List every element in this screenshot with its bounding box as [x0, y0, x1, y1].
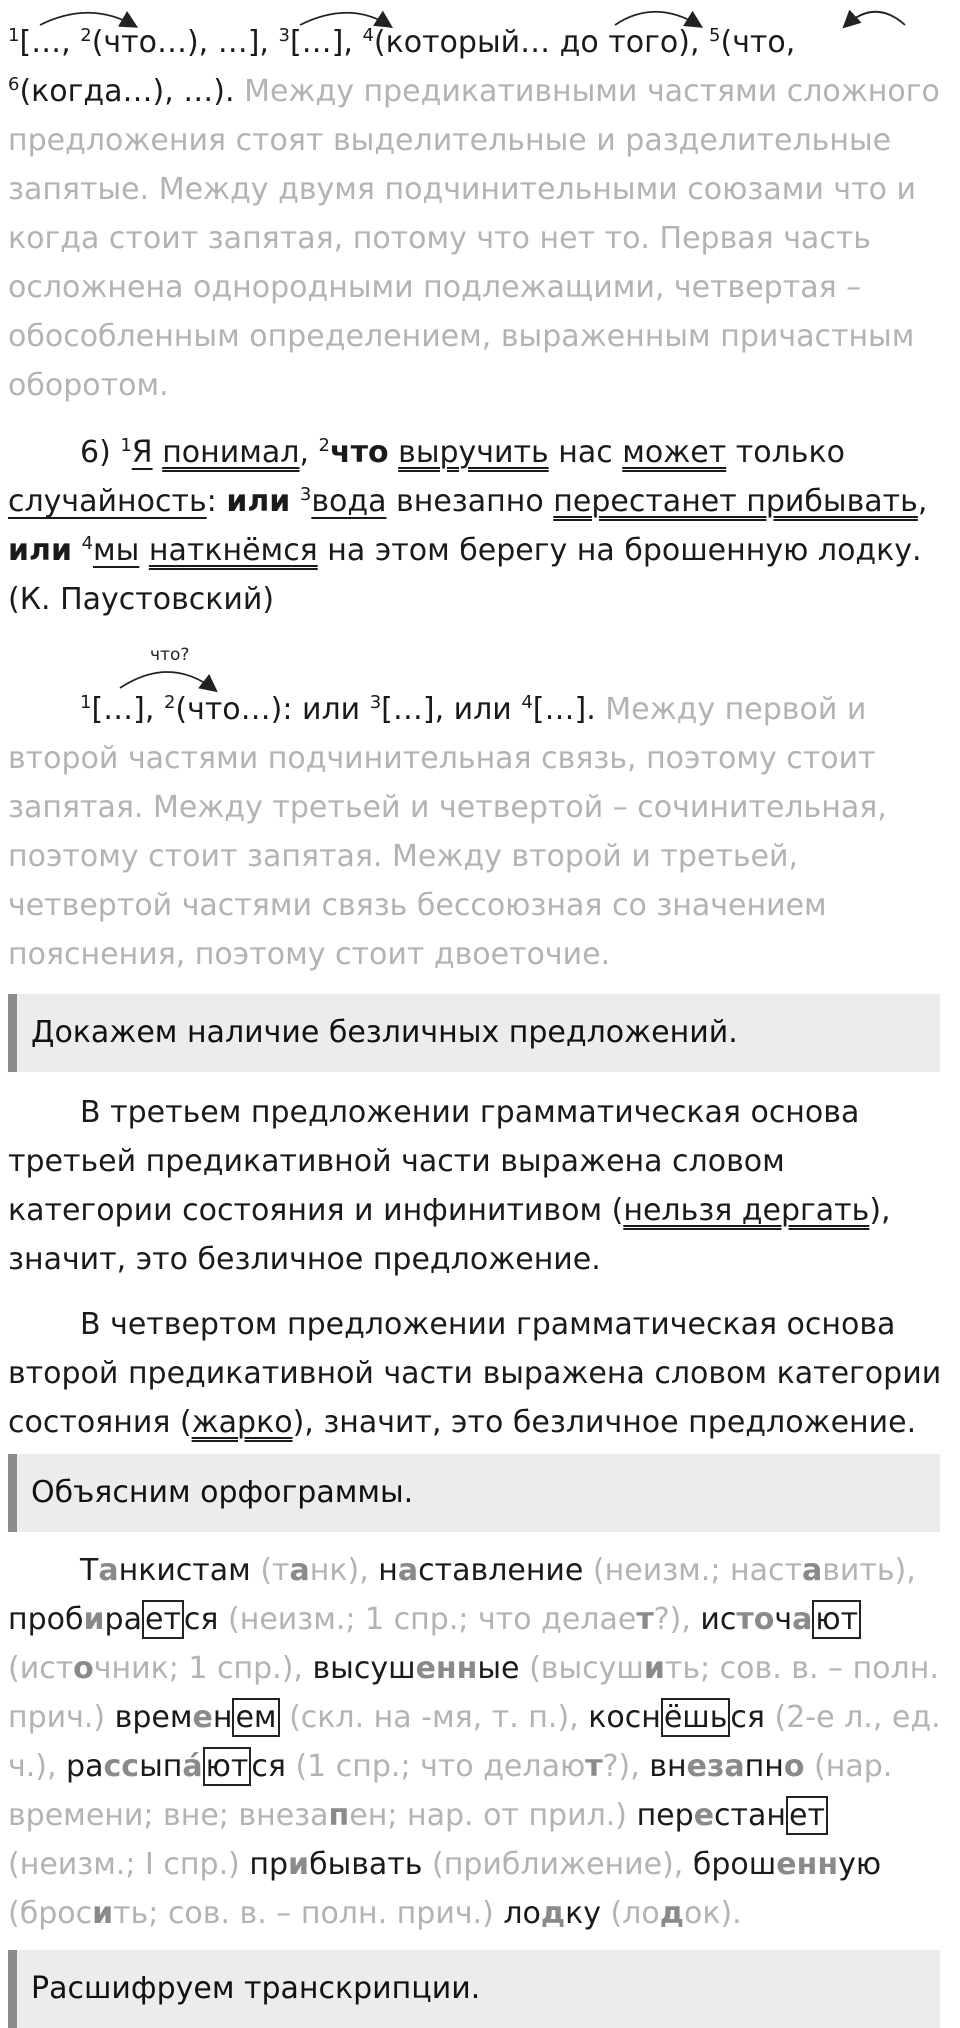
word: внезапно: [396, 484, 544, 519]
word: лодку: [503, 1896, 601, 1931]
example-sentence: 6) $^1$Я понимал, $^2$что выручить нас может только случайность: или $^3$вода внезапно перестанет прибывать, или $^4$мы наткнёмся на этом берегу на брошенную лодку. (К. Паустовский): [8, 435, 928, 617]
explanation-text: (приближение),: [422, 1847, 693, 1882]
item-number: 6): [80, 435, 121, 470]
scheme-part: (который… до того),: [373, 25, 710, 60]
word: брошенную: [692, 1847, 882, 1882]
conjunction: что: [330, 435, 389, 470]
explanation-text: Между предикативными частями сложного предложения стоят выделительные и разделительные запятые. Между двумя подчинительными союзами что и когда стоит запятая, потому что нет то. Первая часть осложнена однородными подлежащими, четвертая – обособленным определением, выраженным причастным оборотом.: [8, 74, 940, 403]
scheme-part: […],: [91, 692, 164, 727]
scheme-part: (когда…), …).: [19, 74, 235, 109]
paragraph-text: В третьем предложении грамматическая основа третьей предикативной части выражена словом категории состояния и инфинитивом (: [8, 1095, 860, 1228]
paragraph-text: ), значит, это безличное предложение.: [292, 1405, 917, 1440]
scheme-part: […].: [532, 692, 596, 727]
word: высушенные: [312, 1651, 520, 1686]
predicate: понимал: [162, 435, 300, 470]
explanation-text: (танк),: [250, 1553, 379, 1588]
dependency-arrow: [120, 672, 215, 690]
predicate: может: [622, 435, 727, 470]
subject: Я: [131, 435, 153, 470]
explanation-text: (бросить; сов. в. – полн. прич.): [8, 1896, 504, 1931]
word: Танкистам: [80, 1553, 251, 1588]
explanation-text: (1 спр.; что делают?),: [285, 1749, 650, 1784]
word: внезапно: [649, 1749, 805, 1784]
scheme-part: (что,: [720, 25, 796, 60]
scheme-paragraph-1: $^1$[…, $^2$(что…), …], $^3$[…], $^4$(который… до того), $^5$(что, $^6$(когда…), …). Между предикативными частями сложного предложения стоят выделительные и разделительные запятые. Между двумя подчинительными союзами что и когда стоит запятая, потому что нет то. Первая часть осложнена однородными подлежащими, четвертая – обособленным определением, выраженным причастным оборотом.: [8, 25, 940, 403]
scheme-paragraph-2: $^1$[…], $^2$(что…): или $^3$[…], или $^4$[…]. Между первой и второй частями подчинительная связь, поэтому стоит запятая. Между третьей и четвертой – сочинительная, поэтому стоит запятая. Между второй и третьей, четвертой частями связь бессоюзная со значением пояснения, поэтому стоит двоеточие.: [8, 692, 887, 972]
scheme-part: […],: [289, 25, 363, 60]
explanation-text: (скл. на -мя, т. п.),: [279, 1700, 589, 1735]
subject: вода: [311, 484, 387, 519]
conjunction: или: [226, 484, 291, 519]
predicate: перестанет прибывать: [553, 484, 918, 519]
section-banner: Докажем наличие безличных предложений.: [8, 994, 940, 1072]
scheme-part: (что…): или: [175, 692, 370, 727]
word: прибывать: [249, 1847, 423, 1882]
section-banner: Расшифруем транскрипции.: [8, 1950, 940, 2028]
predicate: нельзя дергать: [623, 1193, 870, 1228]
predicate: жарко: [191, 1405, 293, 1440]
conjunction: или: [8, 533, 73, 568]
explanation-text: (нар. времени; вне; внезапен; нар. от прил.): [8, 1749, 893, 1833]
word: источа ют: [700, 1600, 861, 1639]
word: пробира ет ся: [8, 1602, 219, 1637]
explanation-text: (2-е л., ед. ч.),: [8, 1700, 941, 1784]
predicate: наткнёмся: [148, 533, 318, 568]
predicate: выручить: [398, 435, 549, 470]
explanation-text: (неизм.; 1 спр.; что делает?),: [218, 1602, 701, 1637]
explanation-text: (источник; 1 спр.),: [8, 1651, 313, 1686]
word: времен ем: [115, 1698, 280, 1737]
word: наставление: [378, 1553, 584, 1588]
word: косн ёшь ся: [588, 1700, 765, 1735]
explanation-text: (неизм.; I спр.): [8, 1847, 250, 1882]
paragraph-text: В четвертом предложении грамматическая основа второй предикативной части выражена словом категории состояния (: [8, 1307, 942, 1440]
word: нас: [558, 435, 613, 470]
dependency-arrow: [615, 12, 700, 26]
section-banner: Объясним орфограммы.: [8, 1454, 940, 1532]
dependency-arrow: [845, 12, 905, 26]
explanation-text: Между первой и второй частями подчинительная связь, поэтому стоит запятая. Между третьей и четвертой – сочинительная, поэтому стоит запятая. Между второй и третьей, четвертой частями связь бессоюзная со значением пояснения, поэтому стоит двоеточие.: [8, 692, 887, 972]
scheme-part: […], или: [381, 692, 522, 727]
dependency-arrow: [40, 13, 135, 26]
scheme-part: (что…), …],: [91, 25, 279, 60]
scheme-part: […,: [19, 25, 81, 60]
explanation-text: (высушить; сов. в. – полн. прич.): [8, 1651, 939, 1735]
subject: случайность: [8, 484, 207, 519]
explanation-text: (неизм.; наставить),: [583, 1553, 916, 1588]
word: только: [735, 435, 845, 470]
question-note: что?: [150, 645, 190, 665]
explanation-text: (лодок).: [600, 1896, 742, 1931]
word: рассыпа́ ют ся: [66, 1749, 286, 1784]
paragraph-text: ), значит, это безличное предложение.: [8, 1193, 891, 1277]
dependency-arrow: [300, 13, 390, 26]
subject: мы: [93, 533, 140, 568]
sentence-tail: на этом берегу на брошенную лодку. (К. Паустовский): [8, 533, 922, 617]
word: перестан ет: [637, 1796, 828, 1835]
